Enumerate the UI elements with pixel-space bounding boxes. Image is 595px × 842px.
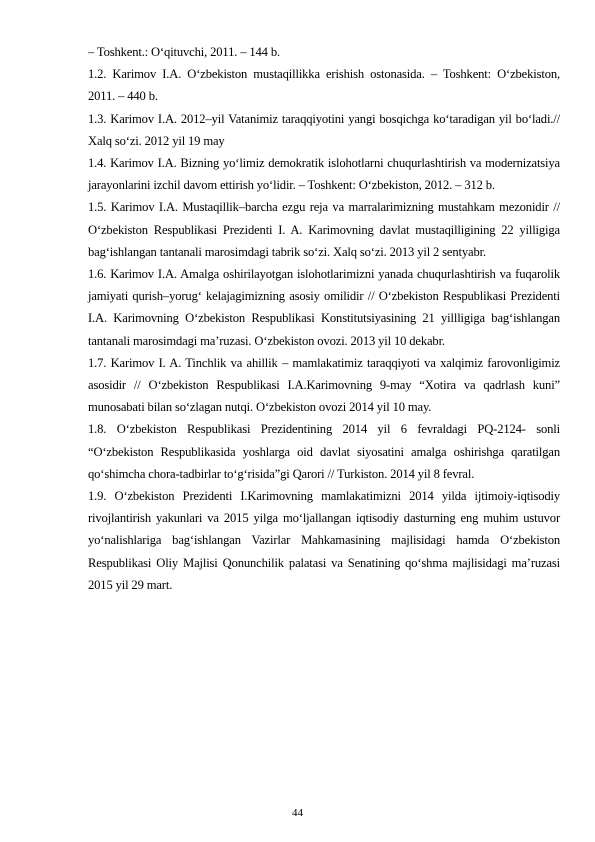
reference-item: 1.2. Karimov I.A. O‘zbekiston mustaqillikka erishish ostonasida. – Toshkent: O‘zbekiston, 2011. – 440 b. bbox=[88, 67, 560, 104]
reference-item: 1.5. Karimov I.A. Mustaqillik–barcha ezgu reja va marralarimizning mustahkam mezonidir // O‘zbekiston Respublikasi Prezidenti I. A. Karimovning davlat mustaqilligining 22 yilligiga bag‘ishlangan tantanali marosimdagi tabrik so‘zi. Xalq so‘zi. 2013 yil 2 sentyabr. bbox=[88, 200, 560, 259]
reference-list bbox=[88, 41, 560, 596]
reference-item: 1.3. Karimov I.A. 2012–yil Vatanimiz taraqqiyotini yangi bosqichga ko‘taradigan yil bo‘ladi.// Xalq so‘zi. 2012 yil 19 may bbox=[88, 111, 560, 148]
reference-item: 1.7. Karimov I. A. Tinchlik va ahillik – mamlakatimiz taraqqiyoti va xalqimiz farovonligimiz asosidir // O‘zbekiston Respublikasi I.A.Karimovning 9-may “Xotira va qadrlash kuni” munosabati bilan so‘zlagan nutqi. O‘zbekiston ovozi 2014 yil 10 may. bbox=[88, 355, 560, 415]
reference-item: 1.8. O‘zbekiston Respublikasi Prezidentining 2014 yil 6 fevraldagi PQ-2124- sonli “O‘zbekiston Respublikasida yoshlarga oid davlat siyosatini amalga oshirishga qaratilgan qo‘shimcha chora-tadbirlar to‘g‘risida”gi Qarori // Turkiston. 2014 yil 8 fevral. bbox=[88, 422, 560, 481]
reference-item: 1.6. Karimov I.A. Amalga oshirilayotgan islohotlarimizni yanada chuqurlashtirish va fuqarolik jamiyati qurish–yorug‘ kelajagimizning asosiy omilidir // O‘zbekiston Respublikasi Prezidenti I.A. Karimovning O‘zbekiston Respublikasi Konstitutsiyasining 21 yillligiga bag‘ishlangan tantanali marosimdagi ma’ruzasi. O‘zbekiston ovozi. 2013 yil 10 dekabr. bbox=[88, 267, 560, 348]
page-number: 44 bbox=[292, 807, 303, 819]
reference-item: – Toshkent.: O‘qituvchi, 2011. – 144 b. bbox=[88, 45, 280, 59]
reference-item: 1.9. O‘zbekiston Prezidenti I.Karimovning mamlakatimizni 2014 yilda ijtimoiy-iqtisodiy rivojlantirish yakunlari va 2015 yilga mo‘ljallangan iqtisodiy dasturning eng muhim ustuvor yo‘nalishlariga bag‘ishlangan Vazirlar Mahkamasining majlisidagi hamda O‘zbekiston Respublikasi Oliy Majlisi Qonunchilik palatasi va Senatining qo‘shma majlisidagi ma’ruzasi 2015 yil 29 mart. bbox=[88, 489, 560, 592]
reference-item: 1.4. Karimov I.A. Bizning yo‘limiz demokratik islohotlarni chuqurlashtirish va modernizatsiya jarayonlarini izchil davom ettirish yo‘lidir. – Toshkent: O‘zbekiston, 2012. – 312 b. bbox=[88, 156, 560, 193]
